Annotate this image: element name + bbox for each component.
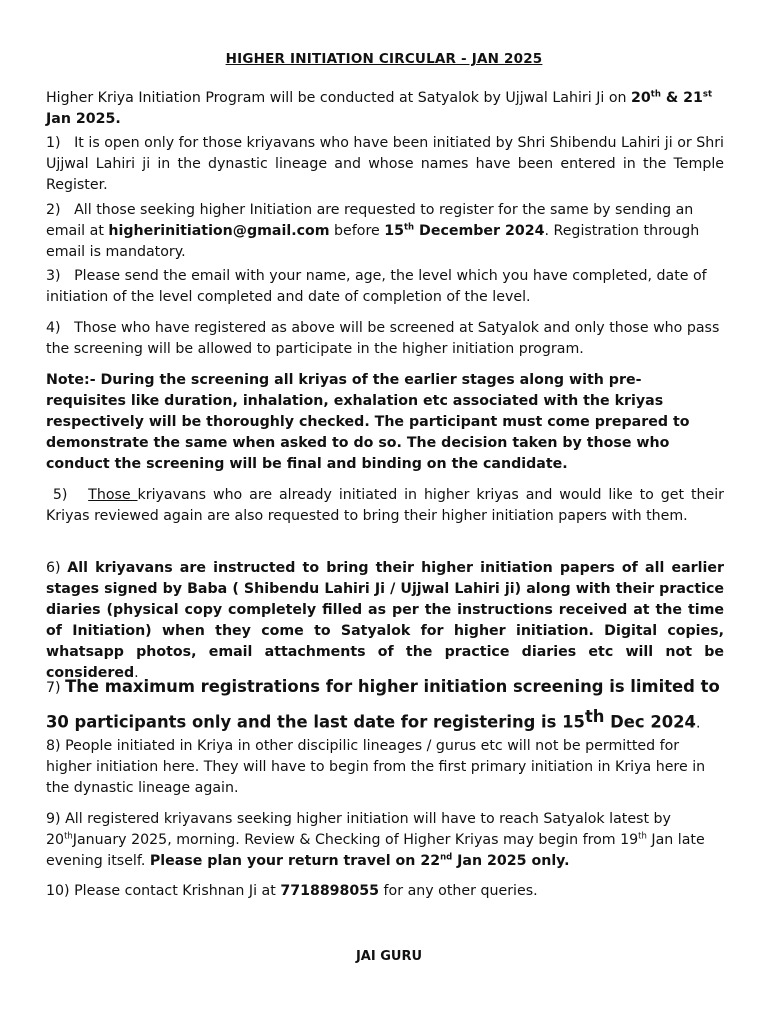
point-5-underlined: Those <box>88 487 138 503</box>
point-7-text: The maximum registrations for higher initiation screening is limited to 30 participants only and the last date for registering is 15 <box>46 677 720 732</box>
point-5 <box>46 485 724 527</box>
point-7-number: 7) <box>46 680 61 696</box>
intro-text: Higher Kriya Initiation Program will be conducted at Satyalok by Ujjwal Lahiri Ji on <box>46 90 632 106</box>
point-6-text: All kriyavans are instructed to bring their higher initiation papers of all earlier stages signed by Baba ( Shibendu Lahiri Ji / Ujjwal Lahiri ji) along with their practice diaries (physical copy completely filled as per the instructions received at the time of Initiation) when they come to Satyalok for higher initiation. Digital copies, whatsapp photos, email attachments of the practice diaries etc will not be considered <box>46 560 724 681</box>
point-7-end: . <box>695 715 701 732</box>
intro-date-end: & 21 <box>660 90 703 106</box>
point-2-text: All those seeking higher Initiation are requested to register for the same by sending an email at <box>46 202 694 239</box>
contact-phone: 7718898055 <box>280 883 380 899</box>
point-2-before: before <box>329 223 385 239</box>
return-travel-date: Jan 2025 only. <box>452 853 570 869</box>
point-10-text: Please contact Krishnan Ji at <box>74 883 281 899</box>
point-1-number: 1) <box>46 135 61 151</box>
point-2-number: 2) <box>46 202 61 218</box>
point-7-date: Dec 2024 <box>604 712 696 732</box>
deadline-month: December 2024 <box>414 223 545 239</box>
point-9-text: All registered kriyavans seeking higher initiation will have to reach Satyalok latest by 20 <box>46 811 671 848</box>
point-9-number: 9) <box>46 811 61 827</box>
registration-email: higherinitiation@gmail.com <box>108 223 330 239</box>
intro-date-tail: Jan 2025. <box>46 111 121 127</box>
point-1-text: It is open only for those kriyavans who have been initiated by Shri Shibendu Lahiri ji or Shri Ujjwal Lahiri ji in the dynastic lineage and whose names have been entered in the Temple Register. <box>46 135 724 193</box>
review-day-suffix: th <box>638 831 647 842</box>
point-8 <box>46 736 724 799</box>
point-9-text-2: January 2025, morning. Review & Checking of Higher Kriyas may begin from 19 <box>72 832 639 848</box>
point-10-tail: for any other queries. <box>379 883 538 899</box>
point-6-number: 6) <box>46 560 61 576</box>
point-1 <box>46 133 724 196</box>
intro-date-start-suffix: th <box>650 89 661 100</box>
point-4-number: 4) <box>46 320 61 336</box>
intro-date-end-suffix: st <box>702 89 713 100</box>
point-8-text: People initiated in Kriya in other discipilic lineages / gurus etc will not be permitted for higher initiation here. They will have to begin from the first primary initiation in Kriya here in the dynastic lineage again. <box>46 738 706 796</box>
point-3-text: Please send the email with your name, age, the level which you have completed, date of initiation of the level completed and date of completion of the level. <box>46 268 707 305</box>
closing-salutation: JAI GURU <box>355 949 423 964</box>
point-7 <box>46 672 724 738</box>
point-4-text: Those who have registered as above will be screened at Satyalok and only those who pass the screening will be allowed to participate in the higher initiation program. <box>46 320 720 357</box>
point-3-number: 3) <box>46 268 61 284</box>
point-3 <box>46 266 724 308</box>
screening-note: Note:- During the screening all kriyas of the earlier stages along with pre- requisites like duration, inhalation, exhalation etc associated with the kriyas respectively will be thoroughly checked. The participant must come prepared to demonstrate the same when asked to do so. The decision taken by those who conduct the screening will be final and binding on the candidate. <box>46 372 690 472</box>
point-10 <box>46 881 724 902</box>
point-9 <box>46 809 724 872</box>
point-8-number: 8) <box>46 738 61 754</box>
point-5-number: 5) <box>52 487 68 503</box>
point-6 <box>46 558 724 684</box>
point-6-end: . <box>134 665 139 681</box>
intro-paragraph <box>46 88 724 130</box>
point-9-text-3: Jan late evening itself. <box>46 832 705 869</box>
circular-title: HIGHER INITIATION CIRCULAR - JAN 2025 <box>225 51 543 67</box>
intro-date-start: 20 <box>631 90 651 106</box>
point-10-number: 10) <box>46 883 70 899</box>
deadline-day: 15 <box>384 223 404 239</box>
point-2-tail: . Registration through email is mandatory. <box>46 223 700 260</box>
point-7-suffix: th <box>584 707 605 726</box>
point-5-text: kriyavans who are already initiated in higher kriyas and would like to get their Kriyas reviewed again are also requested to bring their higher initiation papers with them. <box>46 487 725 524</box>
arrival-day-suffix: th <box>64 831 73 842</box>
return-travel-text: Please plan your return travel on 22 <box>149 853 441 869</box>
deadline-day-suffix: th <box>403 222 415 233</box>
point-2 <box>46 200 724 263</box>
point-4 <box>46 318 724 360</box>
return-day-suffix: nd <box>440 852 453 863</box>
